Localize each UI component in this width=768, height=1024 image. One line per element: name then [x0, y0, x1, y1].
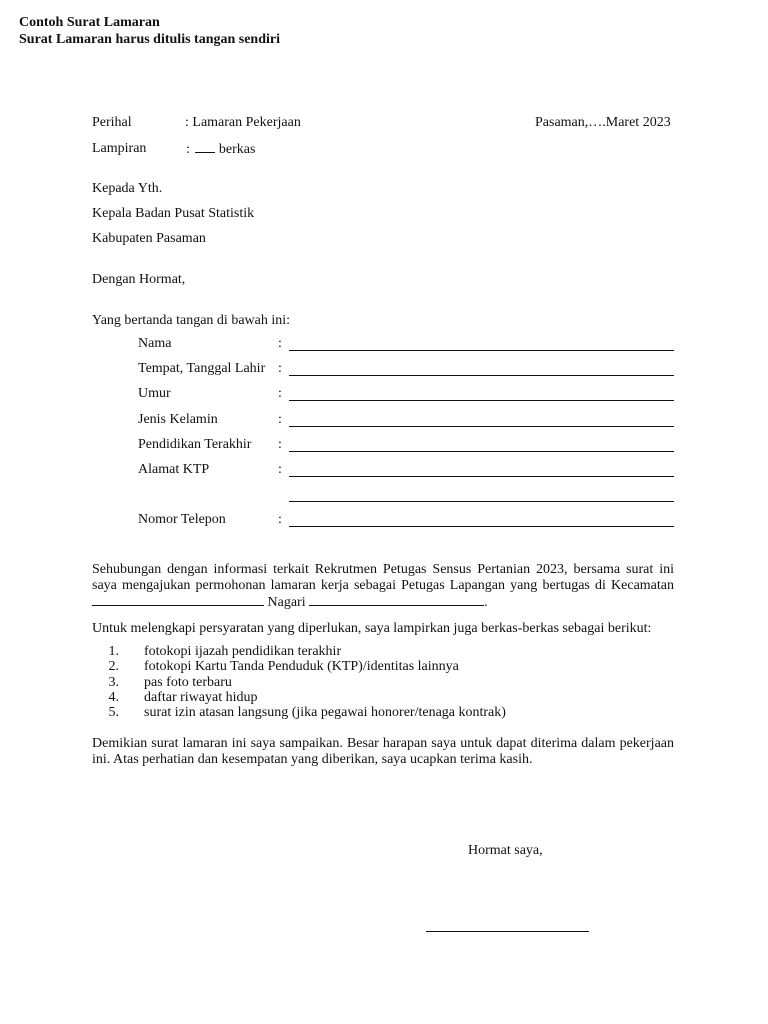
field-alamat-ktp-second-line [289, 501, 674, 502]
header-title: Contoh Surat Lamaran [19, 15, 160, 30]
field-colon: : [278, 361, 282, 376]
lampiran-blank [195, 140, 215, 153]
field-blank-line [289, 526, 674, 527]
field-alamat-ktp [138, 462, 674, 479]
field-colon: : [278, 386, 282, 401]
kecamatan-label: Kecamatan [611, 577, 674, 593]
perihal-label: Perihal [92, 115, 132, 130]
field-pendidikan-terakhir [138, 437, 674, 454]
field-colon: : [278, 462, 282, 477]
paragraph-sehubungan [92, 562, 674, 611]
signature-line [426, 931, 589, 932]
field-blank-line [289, 476, 674, 477]
field-label: Tempat, Tanggal Lahir [138, 361, 266, 376]
header-subtitle: Surat Lamaran harus ditulis tangan sendiri [19, 32, 280, 47]
place-date: Pasaman,….Maret 2023 [535, 115, 671, 130]
field-colon: : [278, 336, 282, 351]
field-blank-line [289, 426, 674, 427]
field-label: Nomor Telepon [138, 512, 226, 527]
field-tempat-tanggal-lahir [138, 361, 674, 378]
list-number: 5. [108, 705, 119, 721]
greeting: Dengan Hormat, [92, 272, 186, 287]
field-blank-line [289, 375, 674, 376]
intro-text: Yang bertanda tangan di bawah ini: [92, 313, 291, 328]
lampiran-suffix: berkas [218, 142, 256, 157]
perihal-value: : Lamaran Pekerjaan [185, 115, 301, 130]
paragraph-lampiran-intro: Untuk melengkapi persyaratan yang diperlukan, saya lampirkan juga berkas-berkas sebagai berikut: [92, 621, 652, 636]
attachment-list [92, 644, 506, 720]
field-umur [138, 386, 674, 403]
field-label: Nama [138, 336, 172, 351]
recipient-line-1: Kepada Yth. [92, 181, 163, 196]
paragraph-closing: Demikian surat lamaran ini saya sampaikan. Besar harapan saya untuk dapat diterima dalam pekerjaan ini. Atas perhatian dan kesempatan yang diberikan, saya ucapkan terima kasih. [92, 736, 674, 767]
lampiran-label: Lampiran [92, 141, 147, 156]
list-item-text: fotokopi ijazah pendidikan terakhir [144, 644, 342, 659]
recipient-line-2: Kepala Badan Pusat Statistik [92, 206, 255, 221]
field-colon: : [278, 412, 282, 427]
document-header [19, 14, 280, 48]
list-item-text: fotokopi Kartu Tanda Penduduk (KTP)/identitas lainnya [144, 659, 459, 675]
list-item [92, 705, 506, 720]
field-colon: : [278, 437, 282, 452]
field-label: Umur [138, 386, 171, 401]
lampiran-colon: : [186, 142, 190, 157]
list-number: 4. [108, 689, 119, 705]
field-blank-line [289, 400, 674, 401]
list-item [92, 659, 506, 674]
list-item-text: daftar riwayat hidup [144, 689, 258, 705]
list-number: 1. [108, 644, 119, 659]
field-blank-line [289, 350, 674, 351]
field-label: Jenis Kelamin [138, 412, 218, 427]
list-number: 2. [108, 659, 119, 675]
field-label: Alamat KTP [138, 462, 210, 477]
lampiran-value [186, 140, 255, 158]
recipient-line-3: Kabupaten Pasaman [92, 231, 206, 246]
field-nama [138, 336, 674, 353]
field-blank-line [289, 451, 674, 452]
field-jenis-kelamin [138, 412, 674, 429]
list-number: 3. [108, 674, 119, 690]
field-nomor-telepon [138, 512, 674, 529]
list-item-text: pas foto terbaru [144, 674, 232, 690]
list-item [92, 690, 506, 705]
nagari-blank [309, 593, 484, 606]
sign-off: Hormat saya, [468, 843, 543, 858]
field-label: Pendidikan Terakhir [138, 437, 252, 452]
nagari-label: Nagari [267, 595, 306, 610]
paragraph-sehubungan-text: Sehubungan dengan informasi terkait Rekrutmen Petugas Sensus Pertanian 2023, bersama surat ini saya mengajukan permohonan lamaran kerja sebagai Petugas Lapangan yang bertugas di [92, 562, 674, 593]
list-item [92, 675, 506, 690]
list-item [92, 644, 506, 659]
field-colon: : [278, 512, 282, 527]
list-item-text: surat izin atasan langsung (jika pegawai honorer/tenaga kontrak) [144, 705, 506, 721]
paragraph-end-period: . [484, 595, 488, 610]
kecamatan-blank [92, 593, 264, 606]
